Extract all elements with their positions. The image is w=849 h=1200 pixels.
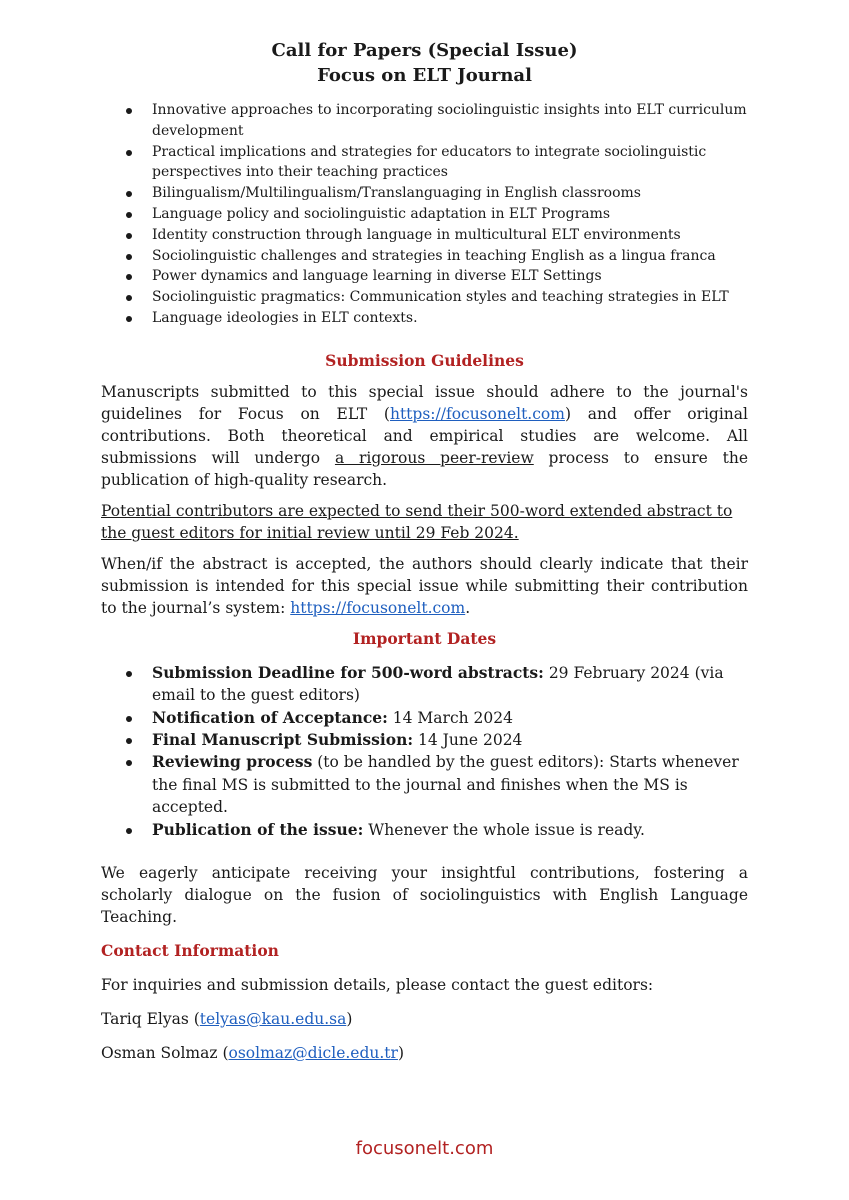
date-label: Notification of Acceptance: <box>152 707 388 727</box>
submission-guidelines-heading: Submission Guidelines <box>325 350 524 370</box>
list-item: Identity construction through language in multicultural ELT environments <box>101 225 748 246</box>
editor-contact <box>101 1008 748 1030</box>
topics-list <box>101 100 748 329</box>
guidelines-paragraph <box>101 381 748 491</box>
acceptance-paragraph <box>101 553 748 619</box>
document-page <box>101 38 748 1064</box>
editor-name: ) <box>397 1044 405 1063</box>
list-item: Language policy and sociolinguistic adaptation in ELT Programs <box>101 204 748 225</box>
journal-system-link[interactable]: https://focusonelt.com <box>290 598 466 617</box>
editor-email-link[interactable]: osolmaz@dicle.edu.tr <box>228 1044 398 1063</box>
list-item: Power dynamics and language learning in diverse ELT Settings <box>101 266 748 287</box>
guidelines-text: Manuscripts submitted to this special issue should adhere to the journal's guidelines for Focus on ELT ( <box>101 382 748 423</box>
list-item: Language ideologies in ELT contexts. <box>101 308 748 329</box>
list-item: Innovative approaches to incorporating sociolinguistic insights into ELT curriculum development <box>101 100 748 142</box>
list-item <box>101 662 748 707</box>
footer-site-link[interactable]: focusonelt.com <box>355 1138 494 1159</box>
list-item <box>101 751 748 818</box>
date-label: Publication of the issue: <box>152 819 364 839</box>
date-text: Whenever the whole issue is ready. <box>363 820 645 839</box>
page-title <box>101 38 748 88</box>
dates-list <box>101 662 748 841</box>
title-line-1: Call for Papers (Special Issue) <box>271 40 578 61</box>
journal-link[interactable]: https://focusonelt.com <box>389 404 565 423</box>
acceptance-text: . <box>465 598 471 617</box>
editor-contact <box>101 1042 748 1064</box>
title-line-2: Focus on ELT Journal <box>317 65 532 86</box>
list-item: Bilingualism/Multilingualism/Translanguaging in English classrooms <box>101 183 748 204</box>
peer-review-underlined: a rigorous peer-review <box>334 448 534 467</box>
editor-name: Osman Solmaz ( <box>101 1044 229 1063</box>
list-item <box>101 729 748 751</box>
list-item: Practical implications and strategies for educators to integrate sociolinguistic perspectives into their teaching practices <box>101 142 748 184</box>
list-item: Sociolinguistic challenges and strategies in teaching English as a lingua franca <box>101 246 748 267</box>
date-text: 14 March 2024 <box>387 708 513 727</box>
date-label: Reviewing process <box>152 752 313 772</box>
contact-heading: Contact Information <box>101 941 279 961</box>
closing-paragraph: We eagerly anticipate receiving your insightful contributions, fostering a scholarly dialogue on the fusion of sociolinguistics with English Language Teaching. <box>101 864 748 927</box>
date-text: 29 February 2024 (via email to the guest editors) <box>152 663 724 705</box>
editor-email-link[interactable]: telyas@kau.edu.sa <box>199 1010 347 1029</box>
guidelines-text: process to ensure the publication of high-quality research. <box>101 448 749 489</box>
important-dates-heading: Important Dates <box>352 628 497 648</box>
editor-name: Tariq Elyas ( <box>101 1010 200 1029</box>
contact-intro: For inquiries and submission details, please contact the guest editors: <box>101 976 654 995</box>
date-text: (to be handled by the guest editors): Starts whenever the final MS is submitted to the journal and finishes when the MS is accepted. <box>152 753 739 817</box>
editor-name: ) <box>346 1010 353 1029</box>
list-item <box>101 819 748 841</box>
date-label: Submission Deadline for 500-word abstracts: <box>152 662 544 682</box>
date-label: Final Manuscript Submission: <box>152 729 414 749</box>
guidelines-text: ) and offer original contributions. Both theoretical and empirical studies are welcome. All submissions will undergo <box>101 404 748 467</box>
abstract-deadline-paragraph: Potential contributors are expected to send their 500-word extended abstract to the guest editors for initial review until 29 Feb 2024. <box>101 501 733 542</box>
list-item <box>101 707 748 729</box>
list-item: Sociolinguistic pragmatics: Communication styles and teaching strategies in ELT <box>101 287 748 308</box>
date-text: 14 June 2024 <box>413 730 523 749</box>
acceptance-text: When/if the abstract is accepted, the authors should clearly indicate that their submission is intended for this special issue while submitting their contribution to the journal’s system: <box>101 554 748 617</box>
